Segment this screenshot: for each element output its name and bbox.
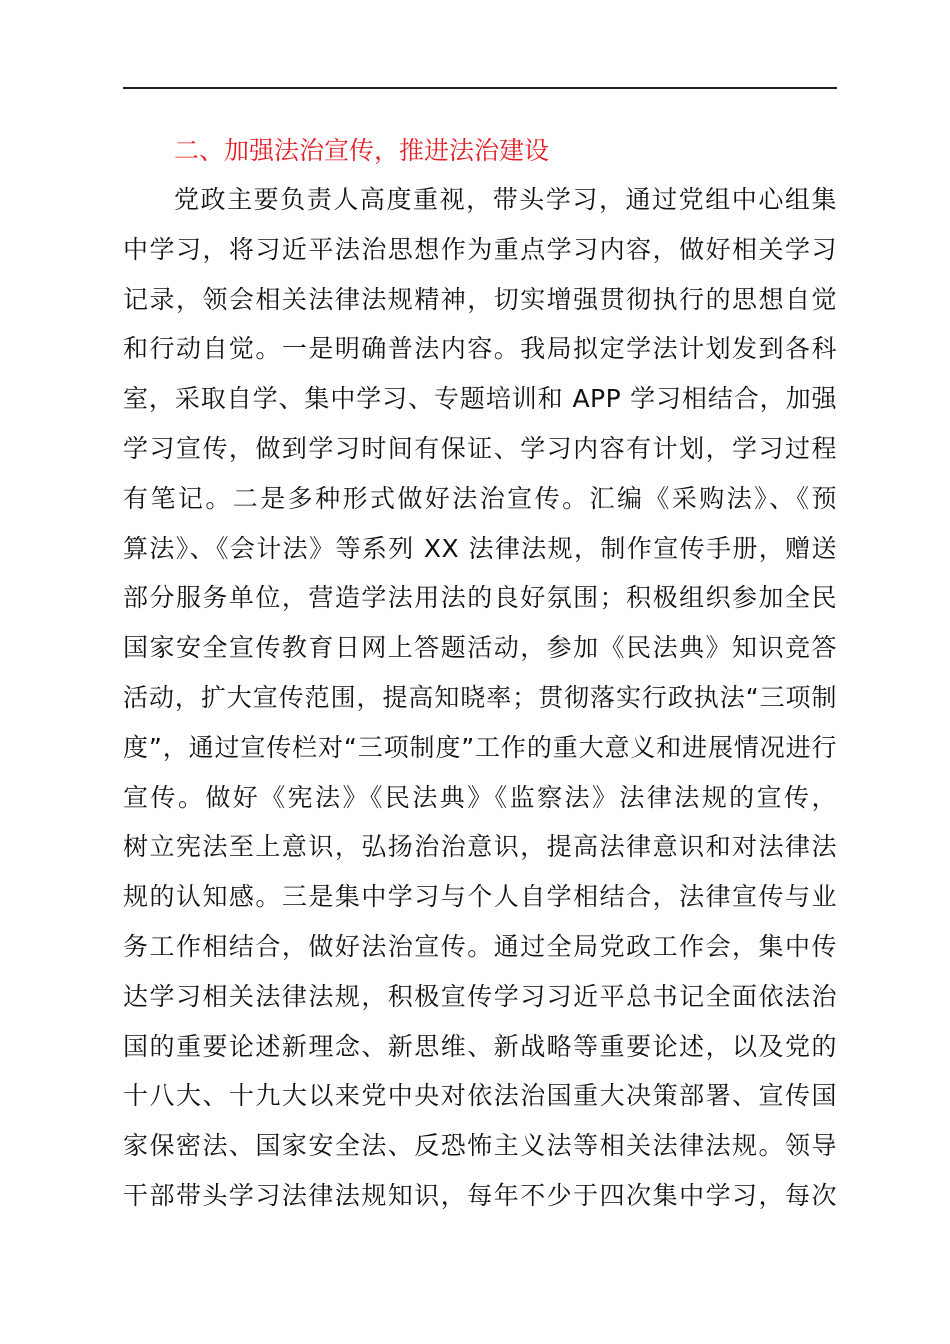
body-paragraph	[123, 180, 837, 1226]
text-line: 家保密法、国家安全法、反恐怖主义法等相关法律法规。领导	[123, 1131, 837, 1161]
text-line: 国的重要论述新理念、新思维、新战略等重要论述，以及党的	[123, 1031, 837, 1061]
header-divider	[123, 87, 837, 89]
text-line: 中学习，将习近平法治思想作为重点学习内容，做好相关学习	[123, 234, 837, 264]
text-line: 记录，领会相关法律法规精神，切实增强贯彻执行的思想自觉	[123, 284, 837, 314]
text-line: 树立宪法至上意识，弘扬治治意识，提高法律意识和对法律法	[123, 832, 837, 862]
section-heading: 二、加强法治宣传，推进法治建设	[174, 136, 550, 165]
text-line: 有笔记。二是多种形式做好法治宣传。汇编《采购法》、《预	[123, 483, 837, 513]
text-line: 党政主要负责人高度重视，带头学习，通过党组中心组集	[174, 185, 837, 214]
text-line: 算法》、《会计法》等系列 XX 法律法规，制作宣传手册，赠送	[123, 533, 837, 563]
text-line: 规的认知感。三是集中学习与个人自学相结合，法律宣传与业	[123, 882, 837, 912]
text-line: 部分服务单位，营造学法用法的良好氛围；积极组织参加全民	[123, 583, 837, 613]
text-line: 度”，通过宣传栏对“三项制度”工作的重大意义和进展情况进行	[123, 732, 837, 762]
text-line: 活动，扩大宣传范围，提高知晓率；贯彻落实行政执法“三项制	[123, 682, 837, 712]
text-line: 室，采取自学、集中学习、专题培训和 APP 学习相结合，加强	[123, 384, 837, 414]
text-line: 十八大、十九大以来党中央对依法治国重大决策部署、宣传国	[123, 1081, 837, 1111]
text-line: 务工作相结合，做好法治宣传。通过全局党政工作会，集中传	[123, 931, 837, 961]
text-line: 干部带头学习法律法规知识，每年不少于四次集中学习，每次	[123, 1180, 837, 1210]
text-line: 学习宣传，做到学习时间有保证、学习内容有计划，学习过程	[123, 433, 837, 463]
text-line: 和行动自觉。一是明确普法内容。我局拟定学法计划发到各科	[123, 334, 837, 364]
text-line: 宣传。做好《宪法》《民法典》《监察法》法律法规的宣传，	[123, 782, 837, 812]
text-line: 达学习相关法律法规，积极宣传学习习近平总书记全面依法治	[123, 981, 837, 1011]
text-line: 国家安全宣传教育日网上答题活动，参加《民法典》知识竞答	[123, 633, 837, 663]
